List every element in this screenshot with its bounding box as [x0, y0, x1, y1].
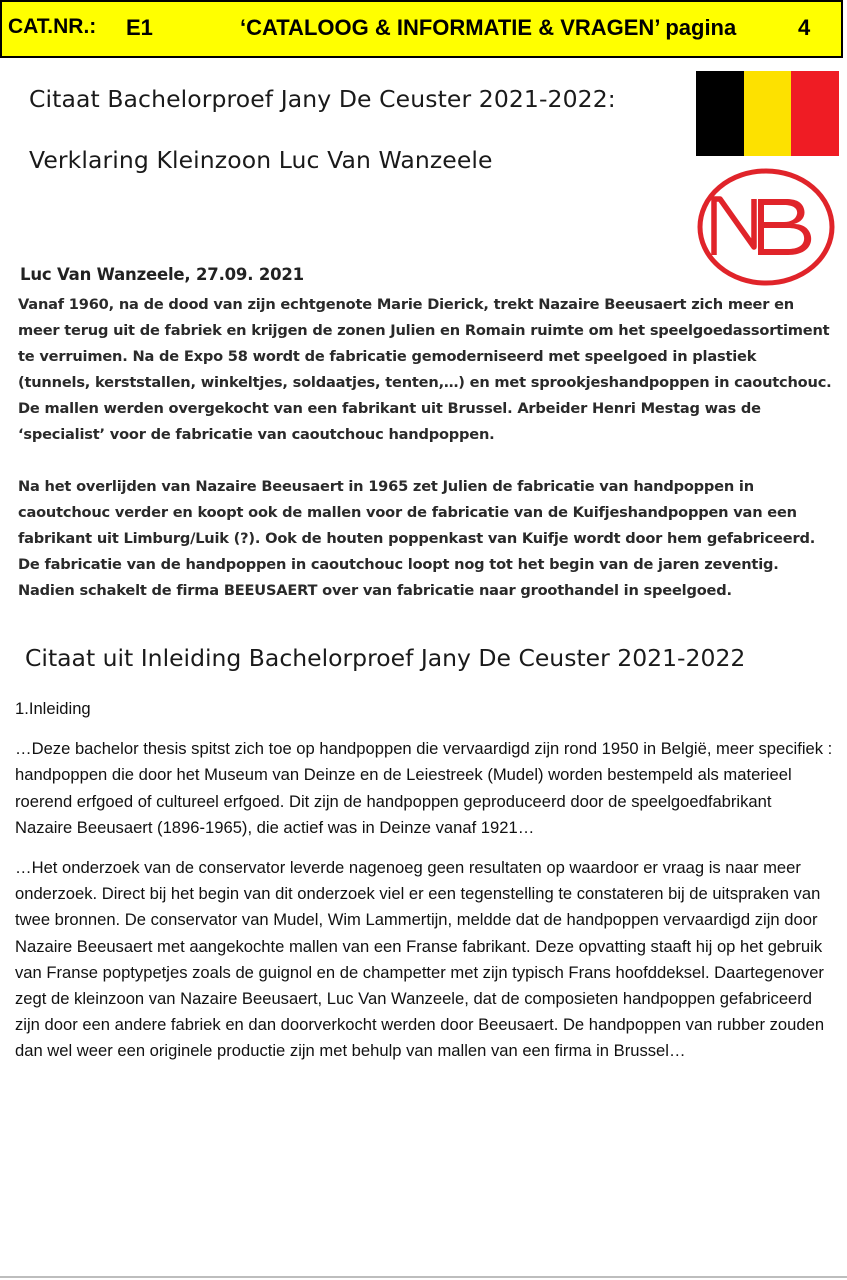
- catalog-number-label: CAT.NR.:: [8, 15, 97, 38]
- belgian-flag-icon: [696, 71, 839, 156]
- catalog-number: E1: [126, 15, 153, 40]
- flag-stripe-black: [696, 71, 744, 156]
- page-bottom-divider: [0, 1276, 847, 1278]
- catalog-header: [0, 0, 843, 58]
- introduction-text: [15, 696, 833, 1065]
- quote-title-introduction: Citaat uit Inleiding Bachelorproef Jany De Ceuster 2021-2022: [25, 644, 746, 672]
- statement-paragraph-1: Vanaf 1960, na de dood van zijn echtgenote Marie Dierick, trekt Nazaire Beeusaert zich meer en meer terug uit de fabriek en krijgen de zonen Julien en Romain ruimte om het speelgoedassortiment te verruimen. Na de Expo 58 wordt de fabricatie gemoderniseerd met speelgoed in plastiek (tunnels, kerststallen, winkeltjes, soldaatjes, tenten,…) en met sprookjeshandpoppen in caoutchouc. De mallen werden overgekocht van een fabrikant uit Brussel. Arbeider Henri Mestag was de ‘specialist’ voor de fabricatie van caoutchouc handpoppen.: [18, 296, 832, 443]
- introduction-paragraph-1: …Deze bachelor thesis spitst zich toe op handpoppen die vervaardigd zijn rond 1950 in België, meer specifiek : handpoppen die door het Museum van Deinze en de Leiestreek (Mudel) worden bestempeld als materieel roerend erfgoed of cultureel erfgoed. Dit zijn de handpoppen geproduceerd door de speelgoedfabrikant Nazaire Beeusaert (1896-1965), die actief was in Deinze vanaf 1921…: [15, 739, 833, 837]
- page-number: 4: [798, 15, 811, 40]
- quote-title-line-1: Citaat Bachelorproef Jany De Ceuster 2021-2022:: [29, 85, 616, 113]
- flag-stripe-red: [791, 71, 839, 156]
- statement-paragraph-2: Na het overlijden van Nazaire Beeusaert in 1965 zet Julien de fabricatie van handpoppen in caoutchouc verder en koopt ook de mallen voor de fabricatie van de Kuifjeshandpoppen van een fabrikant uit Limburg/Luik (?). Ook de houten poppenkast van Kuifje wordt door hem gefabriceerd. De fabricatie van de handpoppen in caoutchouc loopt nog tot het begin van de jaren zeventig. Nadien schakelt de firma BEEUSAERT over van fabricatie naar groothandel in speelgoed.: [18, 478, 816, 599]
- quote-title-line-2: Verklaring Kleinzoon Luc Van Wanzeele: [29, 146, 493, 174]
- introduction-paragraph-2: …Het onderzoek van de conservator leverde nagenoeg geen resultaten op waardoor er vraag is naar meer onderzoek. Direct bij het begin van dit onderzoek viel er een tegenstelling te constateren bij de uitspraken van twee bronnen. De conservator van Mudel, Wim Lammertijn, meldde dat de handpoppen vervaardigd zijn door Nazaire Beeusaert met aangekochte mallen van een Franse fabrikant. Deze opvatting staaft hij op het gebruik van Franse poptypetjes zoals de guignol en de champetter met zijn typisch Frans hoofddeksel. Daartegenover zegt de kleinzoon van Nazaire Beeusaert, Luc Van Wanzeele, dat de composieten handpoppen gefabriceerd zijn door een andere fabriek en dan doorverkocht werden door Beeusaert. De handpoppen van rubber zouden dan wel weer een originele productie zijn met behulp van mallen van een firma in Brussel…: [15, 858, 825, 1061]
- flag-stripe-yellow: [744, 71, 792, 156]
- statement-date-line: Luc Van Wanzeele, 27.09. 2021: [20, 265, 304, 284]
- header-title: ‘CATALOOG & INFORMATIE & VRAGEN’ pagina: [240, 15, 737, 40]
- introduction-heading: 1.Inleiding: [15, 699, 91, 718]
- scanned-statement: [18, 262, 833, 604]
